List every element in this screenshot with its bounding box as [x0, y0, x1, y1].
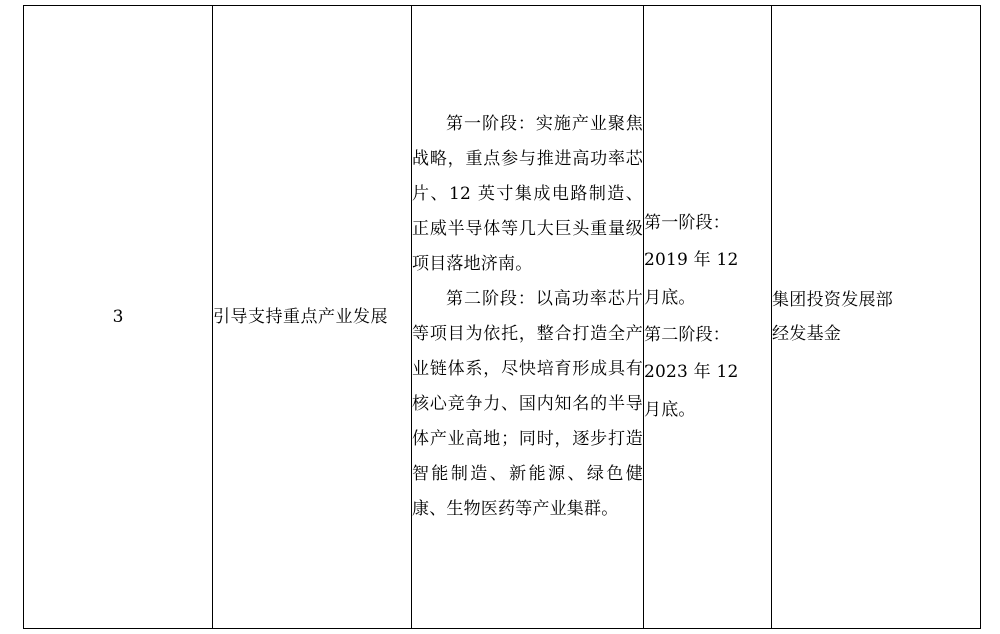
- responsible-unit-line-2: 经发基金: [772, 324, 842, 344]
- detail-paragraph-phase-two: 第二阶段：以高功率芯片等项目为依托，整合打造全产业链体系，尽快培育形成具有核心竞争力、国内知名的半导体产业高地；同时，逐步打造智能制造、新能源、绿色健康、生物医药等产业集群。: [412, 288, 643, 520]
- deadline-line-5: 2023 年 12: [644, 362, 739, 383]
- cell-deadline: [644, 6, 772, 629]
- responsible-unit-line-1: 集团投资发展部: [772, 290, 894, 310]
- deadline-line-2: 2019 年 12: [644, 250, 739, 271]
- cell-responsible-unit: [772, 6, 981, 629]
- plan-table: [23, 5, 981, 629]
- cell-task-detail: [412, 6, 644, 629]
- table-row: [24, 6, 981, 629]
- deadline-line-1: 第一阶段：: [644, 212, 730, 233]
- row-index-value: 3: [112, 307, 124, 327]
- deadline-line-6: 月底。: [644, 399, 696, 420]
- cell-task-name: [213, 6, 412, 629]
- deadline-line-4: 第二阶段：: [644, 325, 730, 345]
- task-name-value: 引导支持重点产业发展: [213, 306, 388, 327]
- cell-row-index: [24, 6, 213, 629]
- deadline-line-3: 月底。: [644, 287, 696, 308]
- detail-paragraph-phase-one: 第一阶段：实施产业聚焦战略，重点参与推进高功率芯片、12 英寸集成电路制造、正威半导体等几大巨头重量级项目落地济南。: [412, 113, 643, 274]
